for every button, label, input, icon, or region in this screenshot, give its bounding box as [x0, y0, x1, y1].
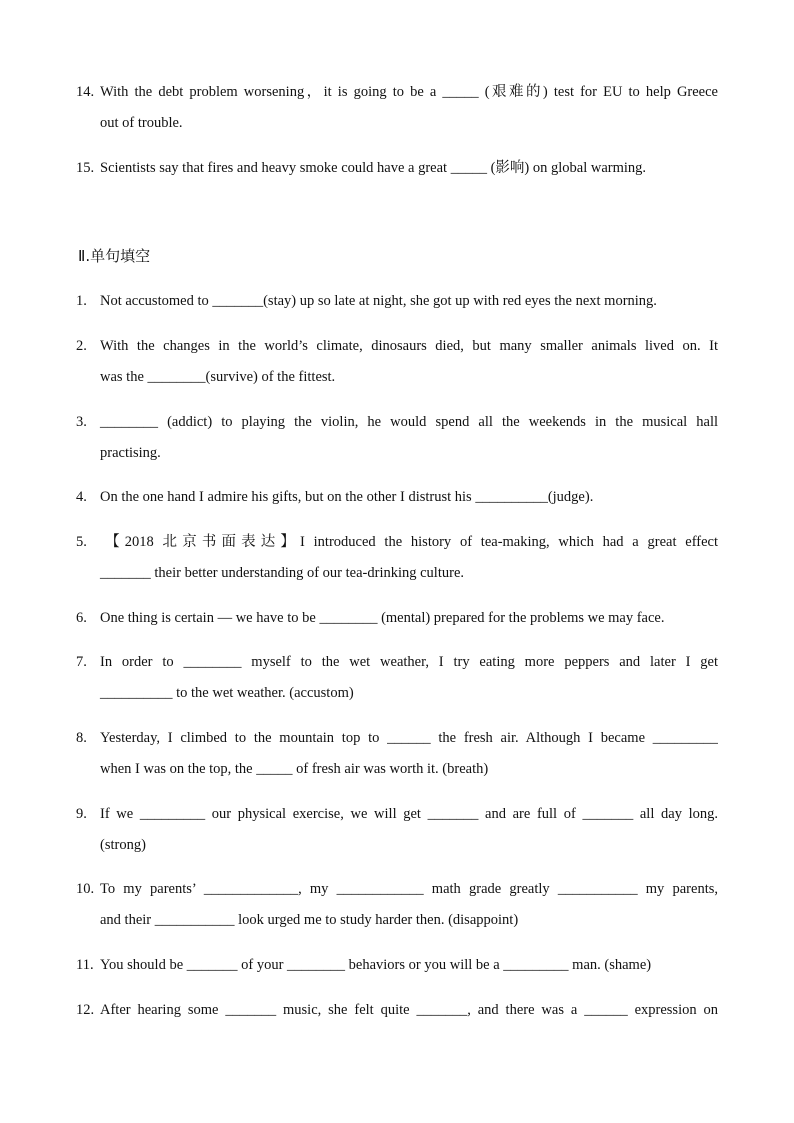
question-line — [76, 153, 718, 184]
question-text: __________ to the wet weather. (accustom) — [100, 685, 354, 701]
question-9 — [76, 799, 718, 861]
question-2 — [76, 331, 718, 393]
question-text: 【2018 北京书面表达】I introduced the history of tea-making, which had a great effect — [100, 534, 718, 550]
question-line — [76, 950, 718, 981]
question-text: You should be _______ of your ________ behaviors or you will be a _________ man. (shame) — [100, 957, 652, 973]
question-line — [76, 995, 718, 1026]
question-15 — [76, 153, 718, 184]
question-line — [76, 647, 718, 678]
question-4 — [76, 482, 718, 513]
question-line — [76, 331, 718, 362]
question-6 — [76, 603, 718, 634]
question-number: 1. — [76, 293, 87, 309]
question-11 — [76, 950, 718, 981]
question-text: was the ________(survive) of the fittest. — [100, 369, 336, 385]
question-12 — [76, 995, 718, 1026]
question-number: 5. — [76, 534, 87, 550]
question-7 — [76, 647, 718, 709]
question-number: 9. — [76, 806, 87, 822]
question-line — [76, 874, 718, 905]
question-text: On the one hand I admire his gifts, but on the other I distrust his __________(judge). — [100, 489, 594, 505]
question-3 — [76, 407, 718, 469]
question-line — [76, 438, 718, 469]
question-line — [76, 407, 718, 438]
question-text: Scientists say that fires and heavy smoke could have a great _____ (影响) on global warming. — [100, 160, 647, 176]
question-line — [76, 603, 718, 634]
question-line — [76, 527, 718, 558]
question-text: when I was on the top, the _____ of fresh air was worth it. (breath) — [100, 761, 489, 777]
question-text: and their ___________ look urged me to study harder then. (disappoint) — [100, 912, 519, 928]
question-line — [76, 830, 718, 861]
question-line — [76, 754, 718, 785]
question-text: out of trouble. — [100, 115, 183, 131]
question-line — [76, 482, 718, 513]
question-number: 14. — [76, 84, 95, 100]
question-text: One thing is certain — we have to be ________ (mental) prepared for the problems we may face. — [100, 610, 665, 626]
question-line — [76, 77, 718, 108]
question-text: In order to ________ myself to the wet weather, I try eating more peppers and later I get — [100, 654, 718, 670]
question-text: _______ their better understanding of our tea-drinking culture. — [100, 565, 465, 581]
question-10 — [76, 874, 718, 936]
question-5 — [76, 527, 718, 589]
question-number: 12. — [76, 1002, 95, 1018]
question-number: 2. — [76, 338, 87, 354]
question-line — [76, 678, 718, 709]
question-text: practising. — [100, 445, 161, 461]
question-1 — [76, 286, 718, 317]
question-text: To my parents’ _____________, my ____________ math grade greatly ___________ my parents, — [100, 881, 718, 897]
question-text: With the debt problem worsening，it is going to be a _____ (艰难的) test for EU to help Greece — [100, 84, 718, 100]
question-number: 10. — [76, 881, 95, 897]
question-line — [76, 362, 718, 393]
question-text: Yesterday, I climbed to the mountain top to ______ the fresh air. Although I became _________ — [100, 730, 718, 746]
question-number: 3. — [76, 414, 87, 430]
question-line — [76, 286, 718, 317]
question-number: 7. — [76, 654, 87, 670]
question-text: (strong) — [100, 837, 146, 853]
question-line — [76, 799, 718, 830]
question-number: 8. — [76, 730, 87, 746]
question-text: After hearing some _______ music, she felt quite _______, and there was a ______ expression on — [100, 1002, 718, 1018]
question-number: 15. — [76, 160, 95, 176]
question-text: ________ (addict) to playing the violin, he would spend all the weekends in the musical hall — [100, 414, 718, 430]
question-number: 11. — [76, 957, 94, 973]
question-14 — [76, 77, 718, 139]
question-line — [76, 108, 718, 139]
section-title: Ⅱ.单句填空 — [78, 247, 151, 265]
question-text: Not accustomed to _______(stay) up so late at night, she got up with red eyes the next morning. — [100, 293, 657, 309]
question-line — [76, 558, 718, 589]
question-number: 6. — [76, 610, 87, 626]
question-line — [76, 723, 718, 754]
question-text: With the changes in the world’s climate, dinosaurs died, but many smaller animals lived on. It — [100, 338, 718, 354]
question-8 — [76, 723, 718, 785]
question-text: If we _________ our physical exercise, we will get _______ and are full of _______ all day long. — [100, 806, 718, 822]
question-number: 4. — [76, 489, 87, 505]
question-line — [76, 905, 718, 936]
